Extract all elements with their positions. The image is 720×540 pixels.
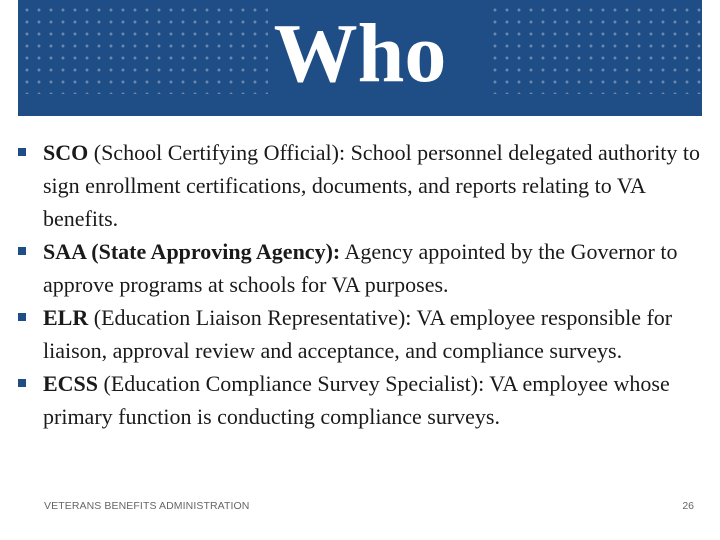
bullet-item-ecss [18, 367, 708, 433]
bullet-text: (Education Liaison Representative): VA employee responsible for liaison, approval review and acceptance, and compliance surveys. [43, 305, 673, 363]
bullet-list [18, 136, 708, 433]
bullet-item-elr [18, 301, 708, 367]
bullet-text: Agency appointed by the Governor to approve programs at schools for VA purposes. [43, 239, 678, 297]
bullet-text: (Education Compliance Survey Specialist): VA employee whose primary function is conducting compliance surveys. [43, 371, 670, 429]
square-bullet-icon [18, 247, 26, 255]
bullet-term: SAA (State Approving Agency): [43, 239, 341, 264]
footer-organization: VETERANS BENEFITS ADMINISTRATION [44, 500, 250, 512]
bullet-term: SCO [43, 140, 89, 165]
square-bullet-icon [18, 313, 26, 321]
square-bullet-icon [18, 379, 26, 387]
bullet-term: ELR [43, 305, 89, 330]
page-number: 26 [682, 500, 694, 512]
bullet-text: (School Certifying Official): School personnel delegated authority to sign enrollment certifications, documents, and reports relating to VA benefits. [43, 140, 701, 231]
bullet-item-sco [18, 136, 708, 235]
square-bullet-icon [18, 148, 26, 156]
bullet-term: ECSS [43, 371, 99, 396]
bullet-item-saa [18, 235, 708, 301]
slide-title: Who [273, 7, 447, 100]
